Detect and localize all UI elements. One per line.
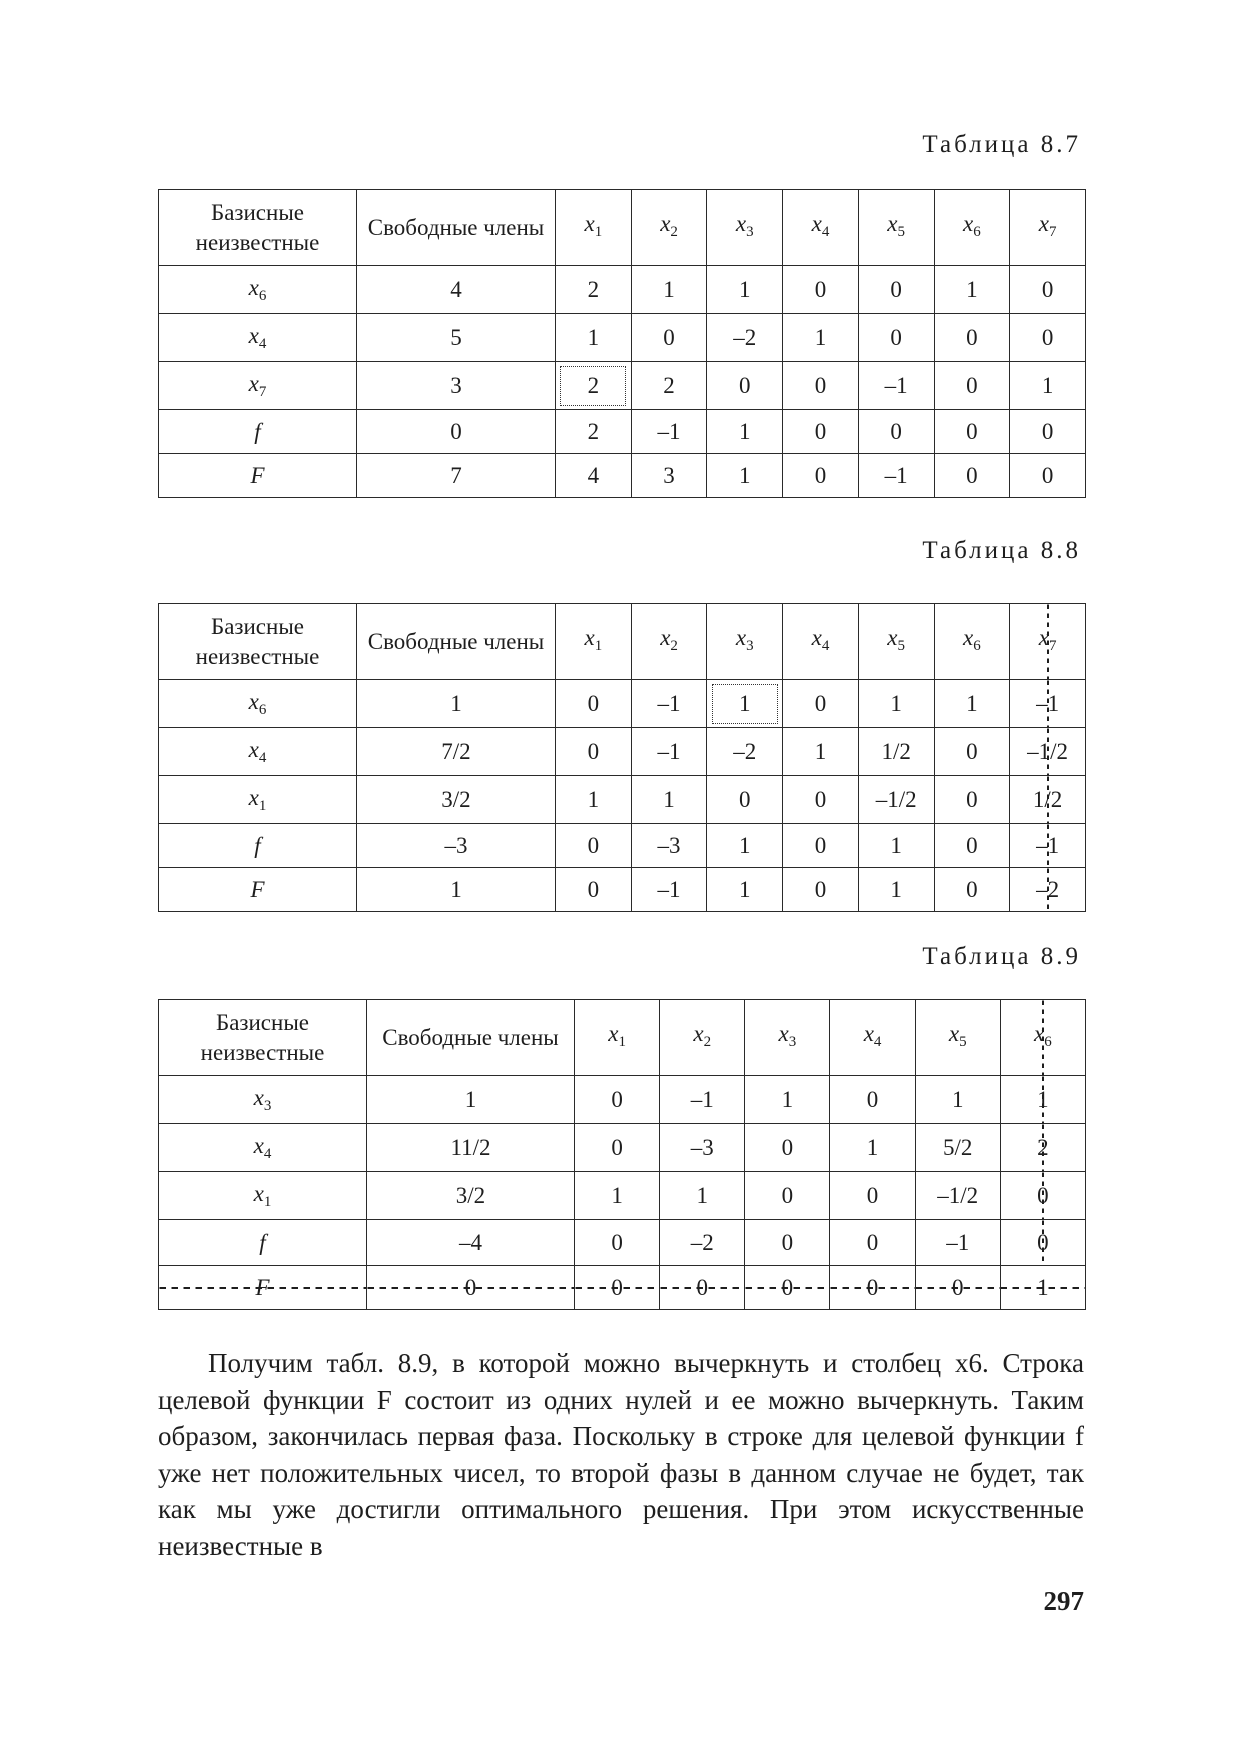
coef-cell: 0 [783, 680, 859, 728]
coef-cell: 1 [707, 410, 783, 454]
free-term-cell: 3/2 [367, 1172, 575, 1220]
basis-cell: $x_7$ [159, 362, 357, 410]
coef-cell: 0 [631, 314, 707, 362]
paragraph-text: Получим табл. 8.9, в которой можно вычеркнуть и столбец x6. Строка целевой функции F состоит из одних нулей и ее можно вычеркнуть. Таким образом, закончилась первая фаза. Поскольку в строке для целевой функции f уже нет положительных чисел, то второй фазы в данном случае не будет, так как мы уже достигли оптимального решения. При этом искусственные неизвестные в [158, 1348, 1084, 1561]
coef-cell: 1 [915, 1076, 1000, 1124]
basis-cell: F [159, 868, 357, 912]
coef-cell: 1 [660, 1172, 745, 1220]
header-var: $x_1$ [556, 604, 632, 680]
coef-cell: 0 [934, 776, 1010, 824]
coef-cell: 0 [1010, 314, 1086, 362]
coef-cell: 0 [783, 266, 859, 314]
page-number: 297 [1043, 1586, 1084, 1616]
coef-cell: 1 [934, 266, 1010, 314]
header-var: $x_6$ [934, 190, 1010, 266]
header-free-terms: Свободные члены [357, 190, 556, 266]
struck-cell: –1 [1010, 824, 1086, 868]
coef-cell: –2 [660, 1220, 745, 1266]
basis-cell: $x_3$ [159, 1076, 367, 1124]
coef-cell: 0 [1010, 266, 1086, 314]
coef-cell: –1 [631, 680, 707, 728]
table-8-9-caption: Таблица 8.9 [922, 943, 1081, 970]
struck-cell: –1 [1010, 680, 1086, 728]
header-basis: Базисные неизвестные [159, 604, 357, 680]
coef-cell: 1 [631, 266, 707, 314]
pivot-element: 2 [560, 366, 626, 406]
coef-cell: 0 [745, 1172, 830, 1220]
coef-cell: 0 [556, 728, 632, 776]
header-free-terms: Свободные члены [367, 1000, 575, 1076]
struck-cell: –2 [1010, 868, 1086, 912]
coef-cell: 0 [556, 868, 632, 912]
table-row [159, 1172, 1086, 1220]
basis-cell: f [159, 824, 357, 868]
coef-cell: –1 [631, 410, 707, 454]
coef-cell: 0 [830, 1220, 915, 1266]
header-var-struck: $x_7$ [1010, 604, 1086, 680]
coef-cell: 1 [707, 266, 783, 314]
coef-cell: 1 [707, 868, 783, 912]
coef-cell: 1/2 [858, 728, 934, 776]
coef-cell: 0 [575, 1076, 660, 1124]
table-row [159, 1220, 1086, 1266]
coef-cell: 0 [745, 1266, 830, 1310]
coef-cell: 2 [631, 362, 707, 410]
coef-cell: 0 [783, 362, 859, 410]
free-term-cell: –4 [367, 1220, 575, 1266]
table-row [159, 1076, 1086, 1124]
header-var: $x_5$ [858, 604, 934, 680]
table-row [159, 362, 1086, 410]
table-8-7 [158, 189, 1086, 498]
header-var: $x_1$ [556, 190, 632, 266]
coef-cell: 0 [575, 1266, 660, 1310]
coef-cell: 1 [830, 1124, 915, 1172]
free-term-cell: 11/2 [367, 1124, 575, 1172]
header-var-struck: $x_6$ [1000, 1000, 1085, 1076]
coef-cell: 1 [858, 868, 934, 912]
basis-cell: F [159, 1266, 367, 1310]
coef-cell: 0 [830, 1172, 915, 1220]
header-var: $x_7$ [1010, 190, 1086, 266]
coef-cell: 1 [707, 824, 783, 868]
header-var: $x_5$ [858, 190, 934, 266]
coef-cell: –1 [660, 1076, 745, 1124]
coef-cell: –3 [631, 824, 707, 868]
free-term-cell: 1 [357, 868, 556, 912]
coef-cell: –1 [631, 868, 707, 912]
coef-cell: 0 [934, 314, 1010, 362]
coef-cell: –1 [858, 454, 934, 498]
coef-cell: 0 [783, 454, 859, 498]
header-var: $x_4$ [783, 190, 859, 266]
coef-cell: 1 [858, 824, 934, 868]
coef-cell: 0 [707, 362, 783, 410]
coef-cell: 1 [858, 680, 934, 728]
coef-cell: –2 [707, 314, 783, 362]
basis-cell: $x_4$ [159, 314, 357, 362]
coef-cell: 0 [858, 266, 934, 314]
coef-cell: –2 [707, 728, 783, 776]
free-term-cell: –3 [357, 824, 556, 868]
coef-cell: 0 [783, 868, 859, 912]
basis-cell: $x_1$ [159, 776, 357, 824]
coef-cell: 0 [556, 680, 632, 728]
table-row [159, 776, 1086, 824]
struck-cell: 1 [1000, 1266, 1085, 1310]
header-var: $x_2$ [631, 604, 707, 680]
coef-cell: 0 [1010, 454, 1086, 498]
free-term-cell: 3/2 [357, 776, 556, 824]
coef-cell: –1/2 [915, 1172, 1000, 1220]
basis-cell: $x_1$ [159, 1172, 367, 1220]
coef-cell: 0 [745, 1124, 830, 1172]
coef-cell: 0 [783, 410, 859, 454]
header-var: $x_6$ [934, 604, 1010, 680]
coef-cell: 1 [631, 776, 707, 824]
pivot-element: 1 [712, 684, 778, 724]
struck-cell: 0 [1000, 1172, 1085, 1220]
coef-cell: 1 [783, 314, 859, 362]
table-8-9 [158, 999, 1086, 1310]
coef-cell: 0 [934, 454, 1010, 498]
coef-cell: 0 [858, 314, 934, 362]
pivot-cell [707, 680, 783, 728]
free-term-cell: 0 [357, 410, 556, 454]
basis-cell: $x_6$ [159, 680, 357, 728]
header-var: $x_4$ [783, 604, 859, 680]
table-row [159, 868, 1086, 912]
coef-cell: 1 [556, 776, 632, 824]
coef-cell: 1 [575, 1172, 660, 1220]
table-row [159, 410, 1086, 454]
header-var: $x_2$ [660, 1000, 745, 1076]
coef-cell: 1 [707, 454, 783, 498]
body-paragraph [158, 1345, 1084, 1564]
basis-cell: $x_4$ [159, 728, 357, 776]
coef-cell: –1 [858, 362, 934, 410]
coef-cell: 1 [783, 728, 859, 776]
coef-cell: 4 [556, 454, 632, 498]
header-var: $x_5$ [915, 1000, 1000, 1076]
free-term-cell: 5 [357, 314, 556, 362]
basis-cell: f [159, 1220, 367, 1266]
coef-cell: 2 [556, 410, 632, 454]
coef-cell: 0 [934, 824, 1010, 868]
coef-cell: 0 [830, 1266, 915, 1310]
coef-cell: 0 [1010, 410, 1086, 454]
header-basis: Базисные неизвестные [159, 1000, 367, 1076]
free-term-cell: 4 [357, 266, 556, 314]
coef-cell: 1 [745, 1076, 830, 1124]
free-term-cell: 7/2 [357, 728, 556, 776]
coef-cell: 1 [1010, 362, 1086, 410]
struck-cell: 0 [1000, 1220, 1085, 1266]
table-row [159, 680, 1086, 728]
coef-cell: 0 [660, 1266, 745, 1310]
coef-cell: 0 [575, 1124, 660, 1172]
coef-cell: 0 [783, 776, 859, 824]
table-row [159, 454, 1086, 498]
basis-cell: $x_4$ [159, 1124, 367, 1172]
coef-cell: 0 [745, 1220, 830, 1266]
basis-cell: $x_6$ [159, 266, 357, 314]
struck-cell: 2 [1000, 1124, 1085, 1172]
free-term-cell: 1 [357, 680, 556, 728]
table-row [159, 728, 1086, 776]
coef-cell: 2 [556, 266, 632, 314]
table-8-8 [158, 603, 1086, 912]
basis-cell: f [159, 410, 357, 454]
coef-cell: –1 [631, 728, 707, 776]
coef-cell: 0 [858, 410, 934, 454]
table-row [159, 824, 1086, 868]
coef-cell: 5/2 [915, 1124, 1000, 1172]
free-term-cell: 0 [367, 1266, 575, 1310]
header-var: $x_1$ [575, 1000, 660, 1076]
table-row [159, 314, 1086, 362]
coef-cell: 0 [934, 362, 1010, 410]
coef-cell: 0 [783, 824, 859, 868]
coef-cell: 0 [934, 410, 1010, 454]
coef-cell: 0 [934, 728, 1010, 776]
header-var: $x_4$ [830, 1000, 915, 1076]
table-8-7-caption: Таблица 8.7 [922, 131, 1081, 158]
free-term-cell: 7 [357, 454, 556, 498]
header-var: $x_3$ [707, 190, 783, 266]
struck-cell: 1/2 [1010, 776, 1086, 824]
coef-cell: 0 [707, 776, 783, 824]
table-8-8-caption: Таблица 8.8 [922, 537, 1081, 564]
coef-cell: –3 [660, 1124, 745, 1172]
free-term-cell: 3 [357, 362, 556, 410]
table-row [159, 266, 1086, 314]
header-basis: Базисные неизвестные [159, 190, 357, 266]
coef-cell: 0 [915, 1266, 1000, 1310]
coef-cell: 1 [934, 680, 1010, 728]
header-free-terms: Свободные члены [357, 604, 556, 680]
coef-cell: 1 [556, 314, 632, 362]
coef-cell: 0 [556, 824, 632, 868]
header-var: $x_3$ [745, 1000, 830, 1076]
coef-cell: 0 [934, 868, 1010, 912]
table-row [159, 1124, 1086, 1172]
header-var: $x_3$ [707, 604, 783, 680]
free-term-cell: 1 [367, 1076, 575, 1124]
table-row-struck [159, 1266, 1086, 1310]
struck-cell: 1 [1000, 1076, 1085, 1124]
coef-cell: –1 [915, 1220, 1000, 1266]
struck-cell: –1/2 [1010, 728, 1086, 776]
coef-cell: 0 [830, 1076, 915, 1124]
coef-cell: 0 [575, 1220, 660, 1266]
pivot-cell [556, 362, 632, 410]
coef-cell: –1/2 [858, 776, 934, 824]
basis-cell: F [159, 454, 357, 498]
header-var: $x_2$ [631, 190, 707, 266]
coef-cell: 3 [631, 454, 707, 498]
